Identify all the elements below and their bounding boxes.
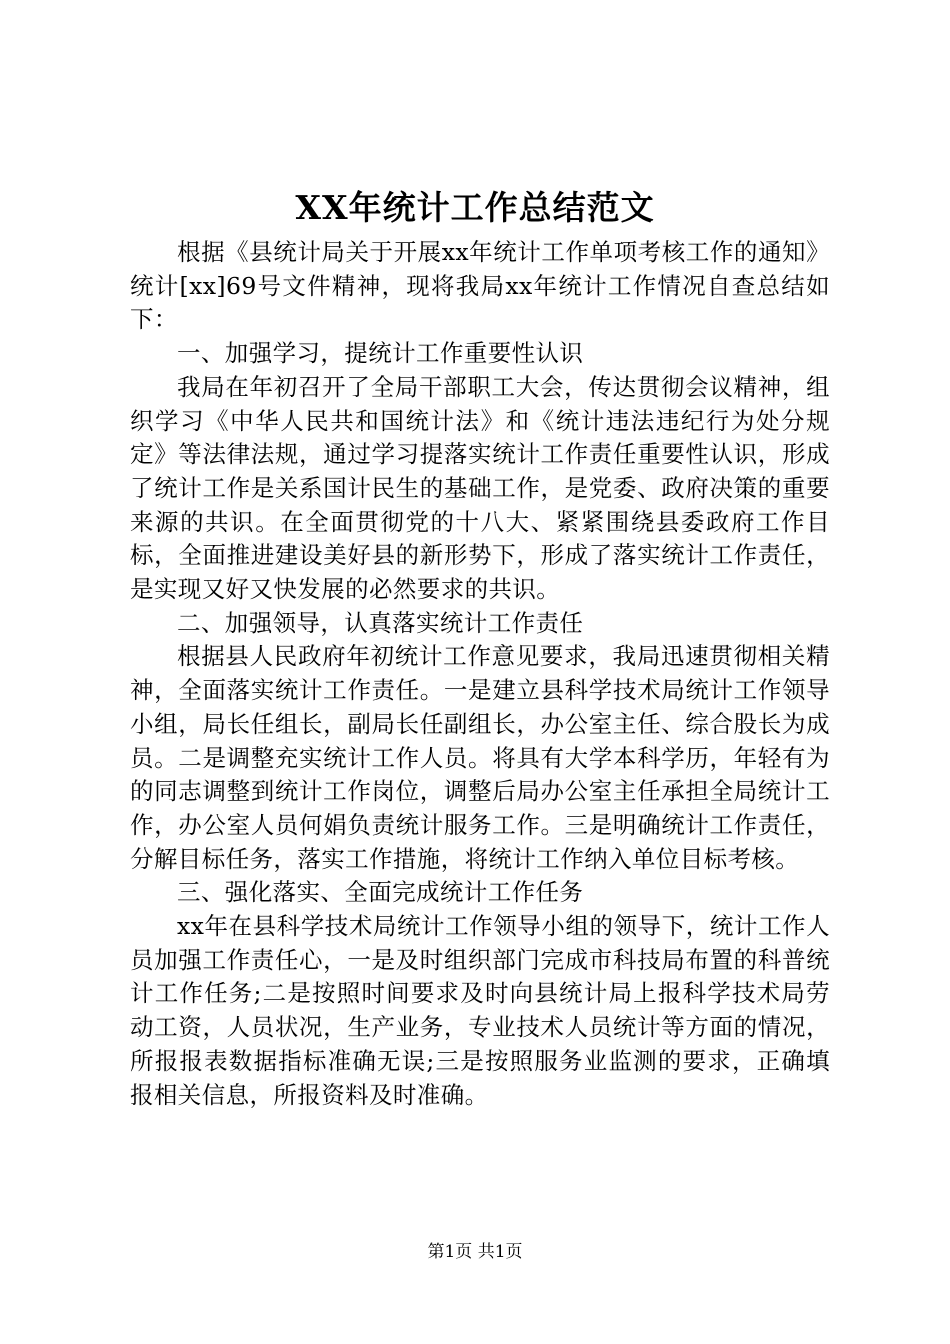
section-paragraph-3: xx年在县科学技术局统计工作领导小组的领导下，统计工作人员加强工作责任心，一是及时组织部门完成市科技局布置的科普统计工作任务;二是按照时间要求及时向县统计局上报科学技术局劳动工资，人员状况，生产业务，专业技术人员统计等方面的情况，所报报表数据指标准确无误;三是按照服务业监测的要求，正确填报相关信息，所报资料及时准确。 [130,912,830,1109]
intro-paragraph: 根据《县统计局关于开展xx年统计工作单项考核工作的通知》统计[xx]69号文件精神，现将我局xx年统计工作情况自查总结如下： [130,238,830,334]
document-title: XX年统计工作总结范文 [295,188,655,227]
section-paragraph-1: 我局在年初召开了全局干部职工大会，传达贯彻会议精神，组织学习《中华人民共和国统计法》和《统计违法违纪行为处分规定》等法律法规，通过学习提落实统计工作责任重要性认识，形成了统计工作是关系国计民生的基础工作，是党委、政府决策的重要来源的共识。在全面贯彻党的十八大、紧紧围绕县委政府工作目标，全面推进建设美好县的新形势下，形成了落实统计工作责任，是实现又好又快发展的必然要求的共识。 [130,372,830,604]
document-body [130,236,830,1112]
section-paragraph-2: 根据县人民政府年初统计工作意见要求，我局迅速贯彻相关精神，全面落实统计工作责任。一是建立县科学技术局统计工作领导小组，局长任组长，副局长任副组长，办公室主任、综合股长为成员。二是调整充实统计工作人员。将具有大学本科学历，年轻有为的同志调整到统计工作岗位，调整后局办公室主任承担全局统计工作，办公室人员何娟负责统计服务工作。三是明确统计工作责任，分解目标任务，落实工作措施，将统计工作纳入单位目标考核。 [130,642,830,873]
page-number-footer: 第1页 共1页 [427,1242,523,1262]
section-heading-3: 三、强化落实、全面完成统计工作任务 [177,878,584,907]
section-heading-1: 一、加强学习，提统计工作重要性认识 [177,339,584,368]
section-heading-2: 二、加强领导，认真落实统计工作责任 [177,608,584,637]
